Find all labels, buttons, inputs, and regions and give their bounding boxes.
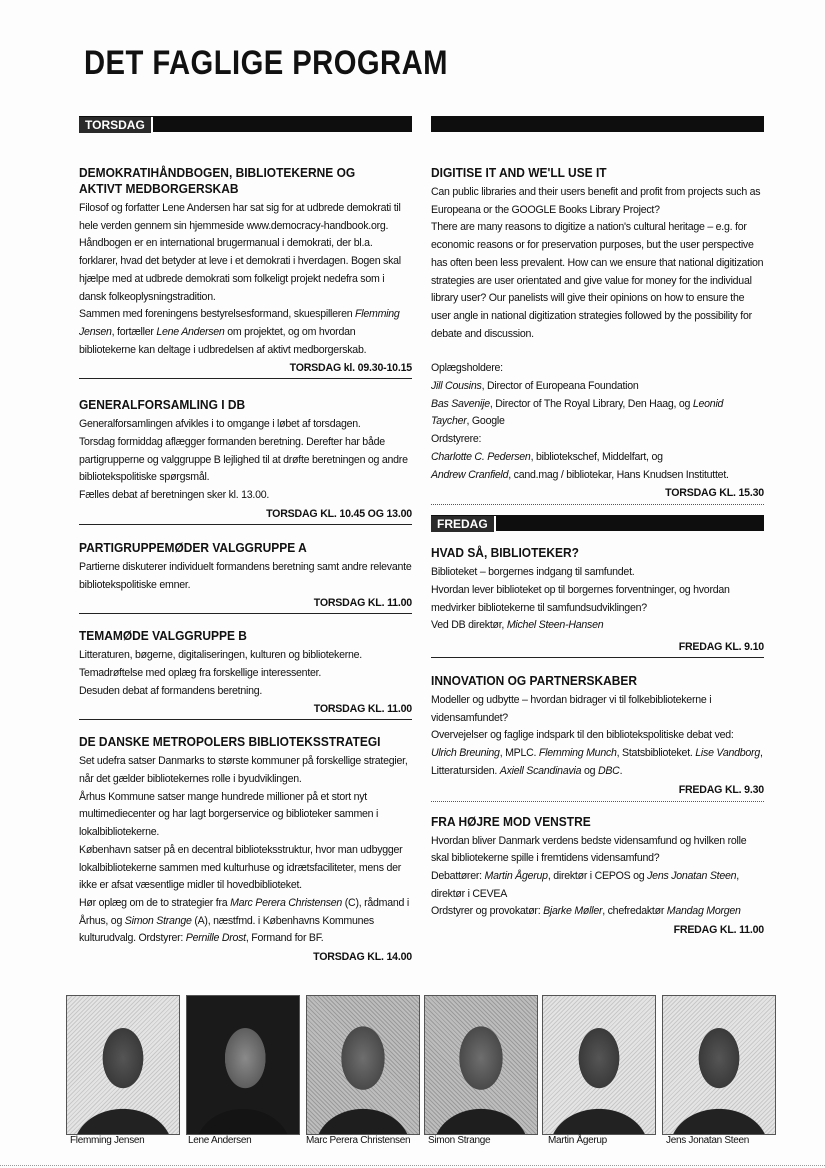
divider bbox=[431, 504, 764, 505]
item-paragraph bbox=[431, 617, 764, 635]
speaker-name: Jens Jonatan Steen bbox=[647, 869, 737, 882]
partner-name: DBC bbox=[597, 764, 620, 777]
moderators-label: Ordstyrere: bbox=[431, 433, 482, 446]
program-item bbox=[79, 397, 412, 525]
item-title: GENERALFORSAMLING I DB bbox=[79, 397, 246, 413]
day-label: FREDAG bbox=[431, 516, 496, 532]
item-paragraph: Overvejelser og faglige indspark til den bibliotekspolitiske debat ved: bbox=[431, 729, 734, 742]
program-item bbox=[79, 165, 412, 379]
speaker-name: Bjarke Møller bbox=[543, 905, 603, 918]
item-paragraph: There are many reasons to digitize a nation's cultural heritage – e.g. for economic reasons or for preservation purposes, but the user perspective has often been less prevalent. How can we ensure that national digitization strategies are user orientated and give value for money for the individual library user? Our panelists will give their opinions on how to ensure the user angle in national digitization strategies followed by the possibility for debate and discussion. bbox=[431, 221, 764, 340]
divider bbox=[431, 657, 764, 658]
speaker-name: Bas Savenije bbox=[431, 397, 490, 410]
item-title: DIGITISE IT AND WE'LL USE IT bbox=[431, 165, 607, 180]
text: , direktør i CEPOS og bbox=[547, 869, 648, 882]
speakers-label: Oplægsholdere: bbox=[431, 362, 503, 375]
item-title: HVAD SÅ, BIBLIOTEKER? bbox=[431, 545, 579, 561]
item-body bbox=[431, 184, 764, 484]
text: om projektet, og om hvordan bibliotekerne kan deltage i udbredelsen af aktivt medborgerskab. bbox=[79, 325, 367, 356]
speaker-name: Leonid Taycher bbox=[431, 397, 724, 428]
item-paragraph: Filosof og forfatter Lene Andersen har sat sig for at udbrede demokrati til hele verden gennem sin hjemmeside www.democracy-handbook.org. bbox=[79, 202, 401, 232]
item-body bbox=[79, 200, 412, 359]
text: Hør oplæg om de to strategier fra bbox=[79, 896, 231, 909]
publication-name: Mandag Morgen bbox=[666, 905, 741, 918]
program-item bbox=[431, 165, 764, 505]
item-paragraph: Desuden debat af formandens beretning. bbox=[79, 684, 263, 697]
text: , Formand for BF. bbox=[245, 932, 324, 945]
speaker-name: Lene Andersen bbox=[156, 325, 225, 338]
item-title: INNOVATION OG PARTNERSKABER bbox=[431, 673, 637, 689]
speaker-name: Ulrich Breuning bbox=[431, 747, 500, 760]
item-title: PARTIGRUPPEMØDER VALGGRUPPE A bbox=[79, 539, 307, 555]
speaker-name: Marc Perera Christensen bbox=[230, 896, 343, 909]
item-time: TORSDAG KL. 14.00 bbox=[313, 951, 412, 964]
item-time: TORSDAG KL. 11.00 bbox=[313, 703, 412, 716]
text: . bbox=[619, 764, 623, 777]
page-title: DET FAGLIGE PROGRAM bbox=[84, 44, 448, 82]
item-paragraph: Set udefra satser Danmarks to største kommuner på forskellige strategier, når det gælder bibliotekernes rolle i byudviklingen. bbox=[79, 755, 408, 786]
program-item bbox=[79, 734, 412, 966]
item-time: FREDAG KL. 9.10 bbox=[678, 641, 764, 654]
speaker-name: Michel Steen-Hansen bbox=[506, 619, 604, 632]
speaker-name: Jill Cousins bbox=[431, 380, 482, 393]
item-time: TORSDAG KL. 10.45 OG 13.00 bbox=[266, 507, 412, 520]
text: , Director of The Royal Library, Den Haag, og bbox=[489, 397, 693, 410]
item-body bbox=[431, 833, 764, 922]
item-paragraph bbox=[431, 903, 764, 921]
moderator-name: Charlotte C. Pedersen bbox=[431, 450, 531, 463]
text: (C), rådmand i Århus, og bbox=[79, 896, 409, 927]
speaker-line bbox=[431, 396, 764, 431]
text: Sammen med foreningens bestyrelsesformand, skuespilleren bbox=[79, 308, 356, 321]
item-paragraph: Can public libraries and their users benefit and profit from projects such as Europeana or the GOOGLE Books Library Project? bbox=[431, 186, 761, 216]
item-time: TORSDAG kl. 09.30-10.15 bbox=[289, 362, 412, 375]
item-time: TORSDAG KL. 15.30 bbox=[665, 487, 764, 500]
item-title: DE DANSKE METROPOLERS BIBLIOTEKSSTRATEGI bbox=[79, 734, 381, 750]
moderator-line bbox=[431, 449, 764, 467]
divider bbox=[79, 719, 412, 720]
program-item bbox=[431, 814, 764, 940]
item-time: FREDAG KL. 11.00 bbox=[673, 924, 764, 937]
portrait-photo bbox=[424, 995, 538, 1135]
speaker-photos bbox=[64, 995, 784, 1150]
item-body bbox=[431, 564, 764, 635]
divider bbox=[79, 378, 412, 379]
moderator-line bbox=[431, 467, 764, 485]
text: Debattører: bbox=[431, 869, 485, 882]
text: , Director of Europeana Foundation bbox=[481, 380, 639, 393]
program-item bbox=[79, 628, 412, 720]
partner-name: Axiell Scandinavia bbox=[499, 764, 582, 777]
text: , chefredaktør bbox=[602, 905, 667, 918]
text: , direktør i CEVEA bbox=[431, 869, 739, 900]
item-title: TEMAMØDE VALGGRUPPE B bbox=[79, 628, 247, 644]
text: og bbox=[581, 764, 598, 777]
photo-caption: Lene Andersen bbox=[188, 1135, 252, 1146]
item-title: FRA HØJRE MOD VENSTRE bbox=[431, 813, 591, 829]
speaker-name: Pernille Drost bbox=[185, 932, 246, 945]
speaker-name: Flemming Jensen bbox=[79, 308, 400, 338]
divider bbox=[79, 613, 412, 614]
item-time: TORSDAG KL. 11.00 bbox=[313, 597, 412, 610]
item-body bbox=[431, 692, 764, 781]
text: , Statsbiblioteket. bbox=[616, 747, 696, 760]
left-column bbox=[79, 116, 412, 966]
speaker-name: Lise Vandborg bbox=[695, 747, 760, 760]
speaker-name: Simon Strange bbox=[124, 914, 192, 927]
portrait-photo bbox=[306, 995, 420, 1135]
item-body bbox=[79, 416, 412, 505]
item-paragraph: Århus Kommune satser mange hundrede millioner på et stort nyt multimediecenter og har lagt borgerservice og biblioteker sammen i lokalbibliotekerne. bbox=[79, 790, 379, 839]
photo-caption: Simon Strange bbox=[428, 1135, 491, 1146]
day-label: TORSDAG bbox=[79, 117, 153, 133]
text: , MPLC. bbox=[499, 747, 539, 760]
item-paragraph: Fælles debat af beretningen sker kl. 13.00. bbox=[79, 489, 270, 502]
photo-caption: Martin Ågerup bbox=[548, 1135, 607, 1146]
program-item bbox=[79, 540, 412, 614]
day-bar-friday bbox=[431, 515, 764, 531]
item-paragraph: Hvordan lever biblioteket op til borgernes forventninger, og hvordan medvirker bibliotekerne til samfundsudviklingen? bbox=[431, 583, 730, 614]
speaker-name: Martin Ågerup bbox=[484, 869, 548, 882]
photo-caption: Marc Perera Christensen bbox=[306, 1135, 411, 1146]
text: , fortæller bbox=[111, 325, 157, 338]
item-paragraph: Håndbogen er en international brugermanual i demokrati, der bl.a. forklarer, hvad det betyder at leve i et demokrati i hverdagen. Bogen skal hjælpe med at udbrede demokrati som folkeligt projekt nedefra som i dansk folkeoplysningstradition. bbox=[79, 237, 401, 303]
moderator-name: Andrew Cranfield bbox=[431, 468, 509, 481]
day-bar-thursday bbox=[79, 116, 412, 132]
item-title: DEMOKRATIHÅNDBOGEN, BIBLIOTEKERNE OG AKTIVT MEDBORGERSKAB bbox=[79, 165, 356, 196]
item-time: FREDAG KL. 9.30 bbox=[678, 783, 764, 796]
text: , cand.mag / bibliotekar, Hans Knudsen Instituttet. bbox=[508, 468, 729, 481]
item-body bbox=[79, 753, 412, 948]
text: , Google bbox=[466, 415, 505, 428]
item-paragraph: Biblioteket – borgernes indgang til samfundet. bbox=[431, 566, 635, 579]
text: Ordstyrer og provokatør: bbox=[431, 905, 544, 918]
page-edge bbox=[0, 1165, 825, 1166]
speaker-line bbox=[431, 378, 764, 396]
text: , bibliotekschef, Middelfart, og bbox=[530, 450, 663, 463]
photo-caption: Jens Jonatan Steen bbox=[666, 1135, 749, 1146]
portrait-photo bbox=[186, 995, 300, 1135]
divider bbox=[431, 801, 764, 802]
program-item bbox=[431, 545, 764, 658]
item-paragraph: Litteraturen, bøgerne, digitaliseringen, kulturen og bibliotekerne. bbox=[79, 649, 362, 662]
text: (A), næstfmd. i Københavns Kommunes kulturudvalg. Ordstyrer: bbox=[79, 914, 374, 945]
item-paragraph: Hvordan bliver Danmark verdens bedste vidensamfund og hvilken rolle skal bibliotekerne spille i fremtidens vidensamfund? bbox=[431, 834, 747, 865]
program-item bbox=[431, 673, 764, 802]
item-paragraph: Temadrøftelse med oplæg fra forskellige interessenter. bbox=[79, 666, 322, 679]
portrait-photo bbox=[662, 995, 776, 1135]
item-paragraph bbox=[431, 868, 764, 903]
text: , Litteratursiden. bbox=[431, 747, 763, 777]
portrait-photo bbox=[66, 995, 180, 1135]
item-paragraph: Partierne diskuterer individuelt formandens beretning samt andre relevante bibliotekspolitiske emner. bbox=[79, 560, 412, 591]
right-column bbox=[431, 116, 764, 939]
photo-caption: Flemming Jensen bbox=[70, 1135, 145, 1146]
item-paragraph bbox=[79, 306, 412, 359]
item-paragraph: København satser på en decentral biblioteksstruktur, hvor man udbygger lokalbibliotekerne sammen med kulturhuse og idrætsfaciliteter, mens der ikke er afsat væsentlige midler til hovedbiblioteket. bbox=[79, 843, 403, 892]
item-paragraph bbox=[431, 745, 764, 780]
speaker-name: Flemming Munch bbox=[538, 747, 617, 760]
portrait-photo bbox=[542, 995, 656, 1135]
item-body bbox=[79, 647, 412, 700]
item-paragraph bbox=[79, 895, 412, 948]
day-bar-blank bbox=[431, 116, 764, 132]
item-paragraph: Generalforsamlingen afvikles i to omgange i løbet af torsdagen. bbox=[79, 418, 361, 431]
item-paragraph: Modeller og udbytte – hvordan bidrager vi til folkebibliotekerne i vidensamfundet? bbox=[431, 694, 712, 724]
item-body bbox=[79, 559, 412, 594]
item-paragraph: Torsdag formiddag aflægger formanden beretning. Derefter har både partigrupperne og valggruppe B lejlighed til at drøfte beretningen og andre bibliotekspolitiske spørgsmål. bbox=[79, 436, 408, 484]
text: Ved DB direktør, bbox=[431, 619, 507, 632]
divider bbox=[79, 524, 412, 525]
